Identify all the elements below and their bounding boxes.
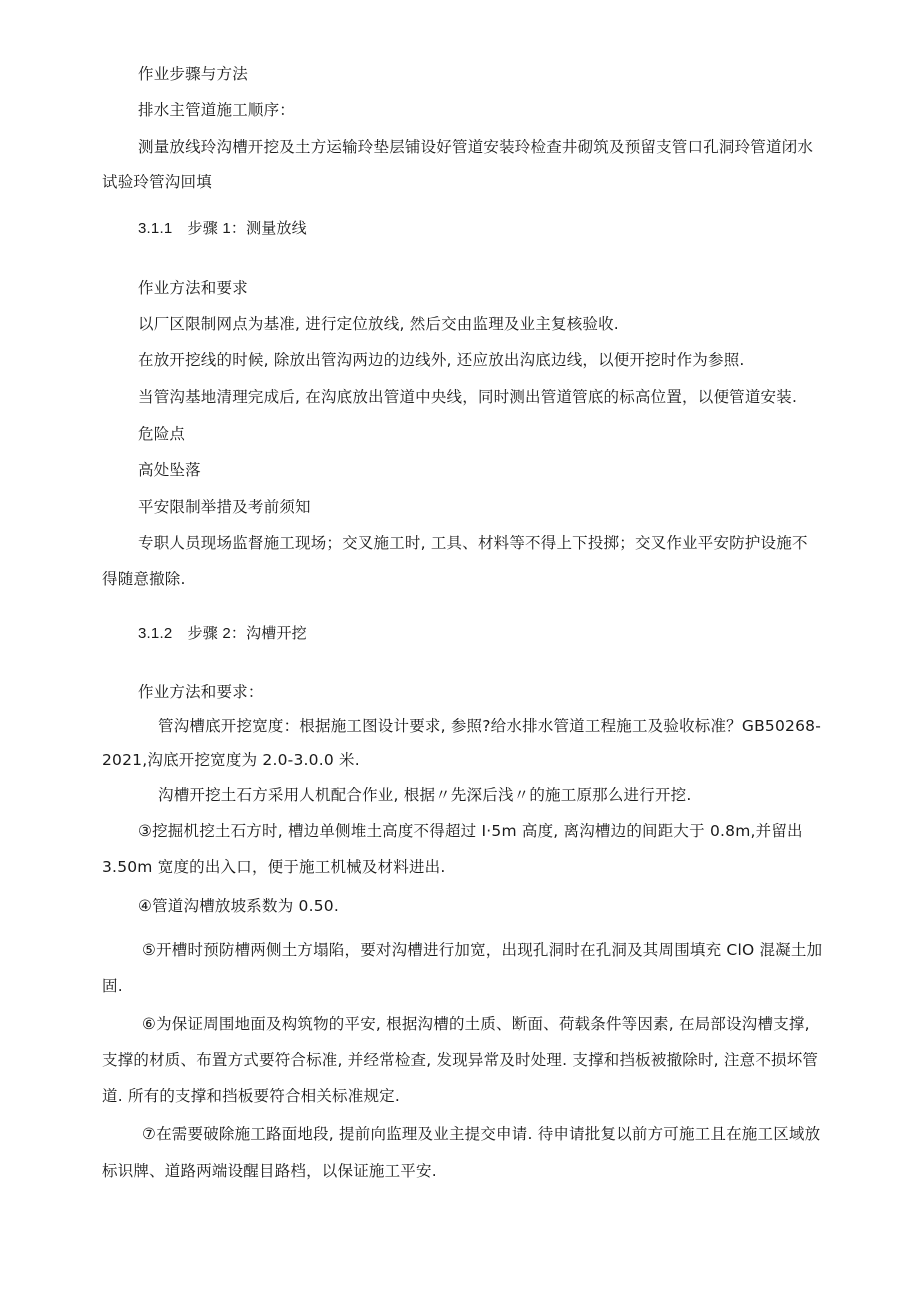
item-7-line-2: 标识牌、道路两端设醒目路档，以保证施工平安. — [102, 1162, 437, 1180]
step-1-paragraph-2: 在放开挖线的时候, 除放出管沟两边的边线外, 还应放出沟底边线，以便开挖时作为参照. — [138, 351, 745, 369]
step-2-heading: 3.1.2 步骤 2：沟槽开挖 — [138, 625, 307, 642]
safety-measures-line-2: 得随意撤除. — [102, 570, 186, 588]
item-7-line-1: ⑦在需要破除施工路面地段, 提前向监理及业主提交申请. 待申请批复以前方可施工且在施工区域放 — [142, 1125, 821, 1143]
trench-width-line-2: 2021,沟底开挖宽度为 2.0-3.0.0 米. — [102, 751, 360, 769]
hazard-item: 高处坠落 — [138, 461, 201, 479]
item-5-line-1: ⑤开槽时预防槽两侧土方塌陷，要对沟槽进行加宽，出现孔洞时在孔洞及其周围填充 ClO 混凝土加 — [142, 941, 823, 959]
item-6-line-1: ⑥为保证周围地面及构筑物的平安, 根据沟槽的土质、断面、荷载条件等因素, 在局部设沟槽支撑, — [142, 1015, 810, 1033]
item-6-line-3: 道. 所有的支撑和挡板要符合相关标准规定. — [102, 1087, 400, 1105]
step-1-heading: 3.1.1 步骤 1：测量放线 — [138, 220, 307, 237]
item-3-line-2: 3.50m 宽度的出入口，便于施工机械及材料进出. — [102, 858, 446, 876]
safety-measures-line-1: 专职人员现场监督施工现场；交叉施工时, 工具、材料等不得上下投掷；交叉作业平安防护设施不 — [138, 534, 808, 552]
section-title: 作业步骤与方法 — [138, 65, 248, 83]
sequence-text-line-1: 测量放线玲沟槽开挖及土方运输玲垫层铺设好管道安装玲检查井砌筑及预留支管口孔洞玲管道闭水 — [138, 138, 814, 156]
safety-measures-label: 平安限制举措及考前须知 — [138, 498, 311, 516]
step-1-paragraph-3: 当管沟基地清理完成后, 在沟底放出管道中央线，同时测出管道管底的标高位置，以便管道安装. — [138, 388, 798, 406]
step-1-paragraph-1: 以厂区限制网点为基准, 进行定位放线, 然后交由监理及业主复核验收. — [138, 315, 619, 333]
hazard-label: 危险点 — [138, 425, 186, 443]
item-6-line-2: 支撑的材质、布置方式要符合标准, 并经常检查, 发现异常及时处理. 支撑和挡板被撤除时, 注意不损坏管 — [102, 1051, 819, 1069]
item-4-line: ④管道沟槽放坡系数为 0.50. — [138, 897, 339, 915]
sequence-text-line-2: 试验玲管沟回填 — [102, 173, 212, 191]
step-1-method-label: 作业方法和要求 — [138, 279, 248, 297]
item-5-line-2: 固. — [102, 977, 123, 995]
trench-width-line-1: 管沟槽底开挖宽度：根据施工图设计要求, 参照?给水排水管道工程施工及验收标准？GB50268- — [158, 717, 822, 735]
item-3-line-1: ③挖掘机挖土石方时, 槽边单侧堆土高度不得超过 I·5m 高度, 离沟槽边的间距大于 0.8m,并留出 — [138, 822, 803, 840]
excavation-method-line: 沟槽开挖土石方采用人机配合作业, 根据〃先深后浅〃的施工原那么进行开挖. — [158, 786, 692, 804]
drainage-sequence-label: 排水主管道施工顺序： — [138, 101, 296, 119]
step-2-method-label: 作业方法和要求： — [138, 683, 264, 701]
